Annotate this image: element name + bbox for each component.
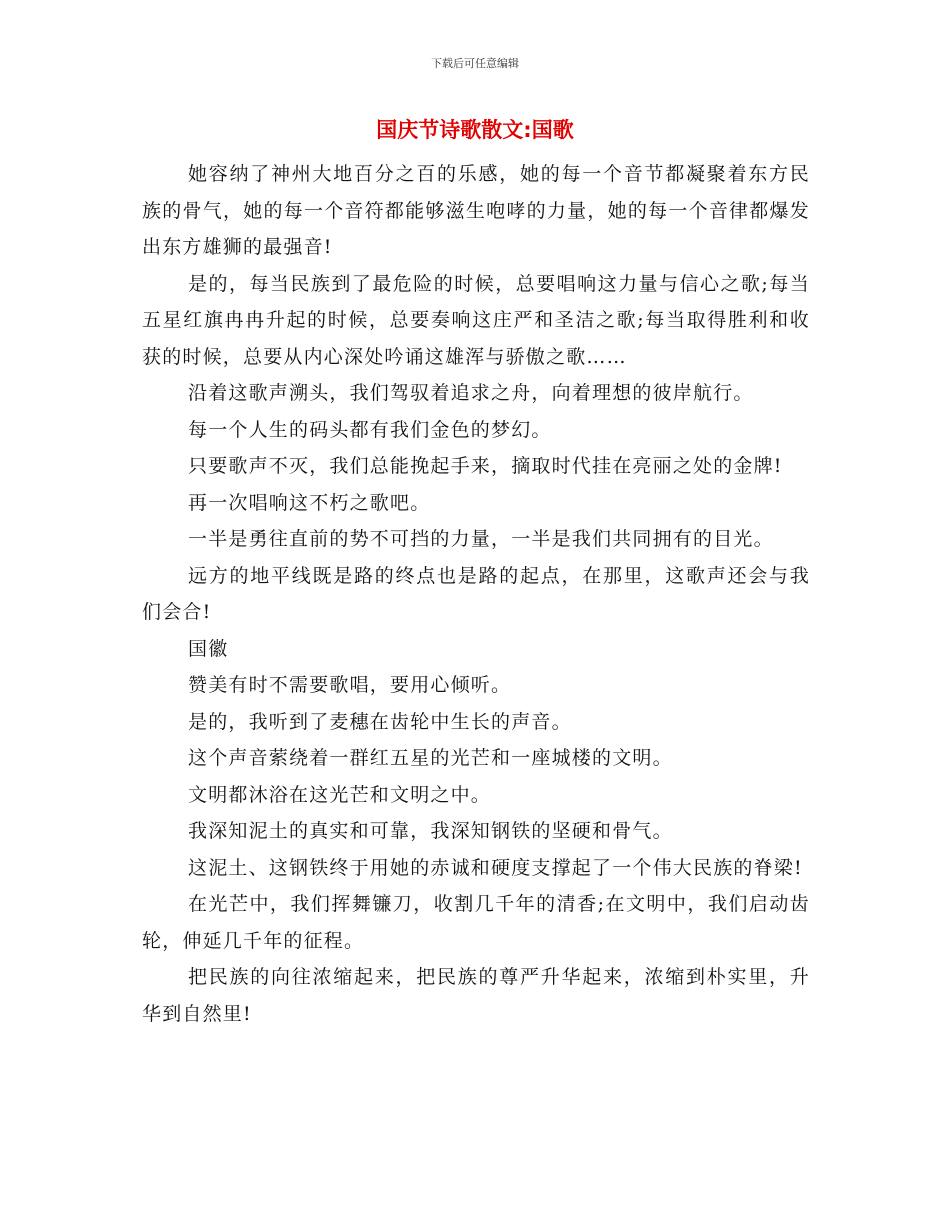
paragraph: 远方的地平线既是路的终点也是路的起点，在那里，这歌声还会与我们会合! bbox=[142, 564, 810, 623]
paragraph: 沿着这歌声溯头，我们驾驭着追求之舟，向着理想的彼岸航行。 bbox=[188, 382, 754, 404]
paragraph: 只要歌声不灭，我们总能挽起手来，摘取时代挂在亮丽之处的金牌! bbox=[188, 455, 783, 477]
paragraph: 文明都沐浴在这光芒和文明之中。 bbox=[188, 783, 492, 806]
paragraph: 是的，每当民族到了最危险的时候，总要唱响这力量与信心之歌;每当五星红旗冉冉升起的时候，总要奏响这庄严和圣洁之歌;每当取得胜利和收获的时候，总要从内心深处吟诵这雄浑与骄傲之歌…… bbox=[142, 272, 810, 368]
header-note: 下载后可任意编辑 bbox=[431, 57, 519, 70]
paragraph: 赞美有时不需要歌唱，要用心倾听。 bbox=[188, 674, 512, 696]
paragraph: 在光芒中，我们挥舞镰刀，收割几千年的清香;在文明中，我们启动齿轮，伸延几千年的征程。 bbox=[142, 893, 810, 952]
section-heading: 国徽 bbox=[188, 637, 229, 660]
paragraph: 是的，我听到了麦穗在齿轮中生长的声音。 bbox=[188, 710, 572, 733]
paragraph: 这泥土、这钢铁终于用她的赤诚和硬度支撑起了一个伟大民族的脊梁! bbox=[188, 856, 803, 879]
paragraph: 这个声音萦绕着一群红五星的光芒和一座城楼的文明。 bbox=[188, 747, 673, 769]
document-body bbox=[142, 156, 810, 1032]
paragraph: 把民族的向往浓缩起来，把民族的尊严升华起来，浓缩到朴实里，升华到自然里! bbox=[142, 966, 810, 1025]
paragraph: 每一个人生的码头都有我们金色的梦幻。 bbox=[188, 418, 552, 441]
document-title: 国庆节诗歌散文:国歌 bbox=[376, 118, 574, 142]
paragraph: 再一次唱响这不朽之歌吧。 bbox=[188, 491, 431, 514]
paragraph: 我深知泥土的真实和可靠，我深知钢铁的坚硬和骨气。 bbox=[188, 820, 673, 842]
paragraph: 一半是勇往直前的势不可挡的力量，一半是我们共同拥有的目光。 bbox=[188, 528, 774, 550]
paragraph: 她容纳了神州大地百分之百的乐感，她的每一个音节都凝聚着东方民族的骨气，她的每一个音符都能够滋生咆哮的力量，她的每一个音律都爆发出东方雄狮的最强音! bbox=[142, 163, 810, 258]
